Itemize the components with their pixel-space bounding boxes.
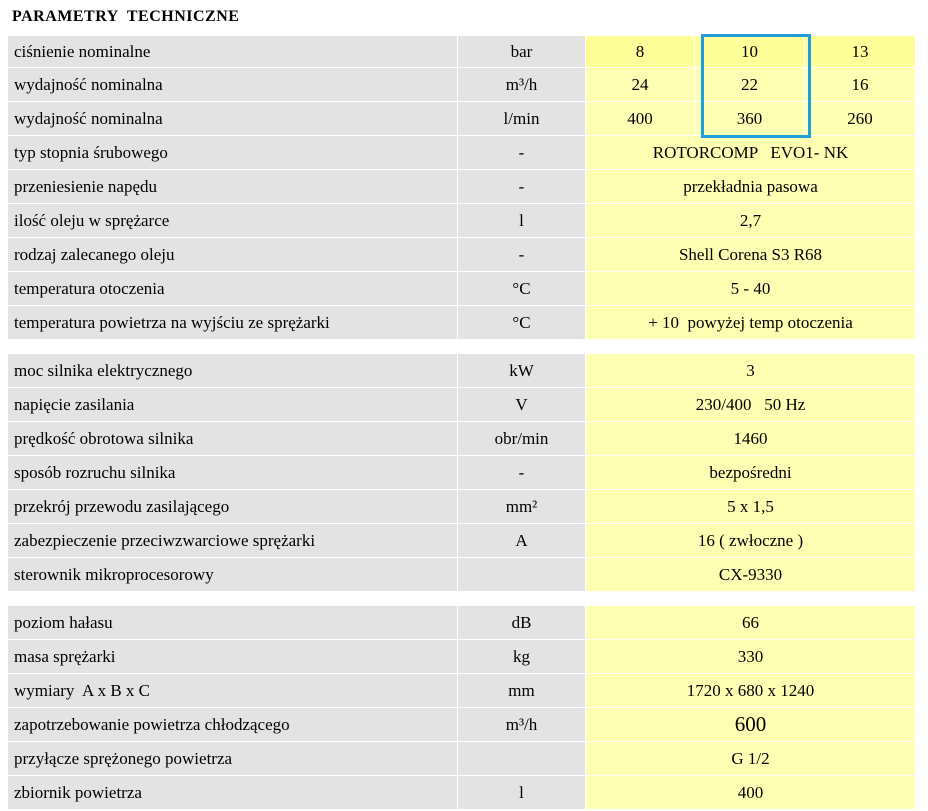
section-divider	[8, 340, 915, 354]
row-value: 230/400 50 Hz	[586, 388, 915, 421]
row-label: moc silnika elektrycznego	[8, 354, 458, 387]
row-label: rodzaj zalecanego oleju	[8, 238, 458, 271]
row-unit: kW	[458, 354, 586, 387]
row-unit: °C	[458, 306, 586, 339]
row-value: G 1/2	[586, 742, 915, 775]
table-row	[8, 422, 915, 456]
table-row	[8, 776, 915, 810]
table-row	[8, 68, 915, 102]
row-unit: -	[458, 456, 586, 489]
row-label: temperatura otoczenia	[8, 272, 458, 305]
row-label: przeniesienie napędu	[8, 170, 458, 203]
table-row	[8, 272, 915, 306]
table-row	[8, 170, 915, 204]
table-row	[8, 354, 915, 388]
row-value: 66	[586, 606, 915, 639]
table-row	[8, 674, 915, 708]
table-row	[8, 524, 915, 558]
row-value: 1460	[586, 422, 915, 455]
row-value: 360	[695, 102, 805, 135]
row-unit: dB	[458, 606, 586, 639]
row-unit: V	[458, 388, 586, 421]
row-value: 13	[805, 36, 915, 67]
table-row	[8, 102, 915, 136]
row-unit: -	[458, 238, 586, 271]
row-unit: l	[458, 204, 586, 237]
row-unit: bar	[458, 36, 586, 67]
table-row	[8, 136, 915, 170]
row-label: typ stopnia śrubowego	[8, 136, 458, 169]
row-unit: m³/h	[458, 68, 586, 101]
row-value: 260	[805, 102, 915, 135]
page-title: PARAMETRY TECHNICZNE	[12, 8, 240, 25]
row-value: 16	[805, 68, 915, 101]
row-value: 600	[586, 708, 915, 741]
row-label: wydajność nominalna	[8, 102, 458, 135]
table-row	[8, 204, 915, 238]
row-unit: -	[458, 136, 586, 169]
row-unit: mm²	[458, 490, 586, 523]
row-unit	[458, 558, 586, 591]
row-label: zabezpieczenie przeciwzwarciowe sprężarki	[8, 524, 458, 557]
row-label: zapotrzebowanie powietrza chłodzącego	[8, 708, 458, 741]
table-row	[8, 558, 915, 592]
row-label: zbiornik powietrza	[8, 776, 458, 809]
row-label: temperatura powietrza na wyjściu ze sprężarki	[8, 306, 458, 339]
row-label: sposób rozruchu silnika	[8, 456, 458, 489]
section-divider	[8, 592, 915, 606]
row-value: CX-9330	[586, 558, 915, 591]
table-row	[8, 606, 915, 640]
row-value: przekładnia pasowa	[586, 170, 915, 203]
row-label: sterownik mikroprocesorowy	[8, 558, 458, 591]
table-row	[8, 36, 915, 68]
row-value: 5 - 40	[586, 272, 915, 305]
row-value: 1720 x 680 x 1240	[586, 674, 915, 707]
row-label: wydajność nominalna	[8, 68, 458, 101]
row-label: wymiary A x B x C	[8, 674, 458, 707]
row-unit: kg	[458, 640, 586, 673]
row-unit: -	[458, 170, 586, 203]
row-label: ciśnienie nominalne	[8, 36, 458, 67]
specs-table	[8, 36, 915, 810]
table-row	[8, 490, 915, 524]
row-unit: m³/h	[458, 708, 586, 741]
row-label: prędkość obrotowa silnika	[8, 422, 458, 455]
row-value: 16 ( zwłoczne )	[586, 524, 915, 557]
row-value: 22	[695, 68, 805, 101]
row-label: przekrój przewodu zasilającego	[8, 490, 458, 523]
table-row	[8, 306, 915, 340]
table-row	[8, 388, 915, 422]
row-unit: A	[458, 524, 586, 557]
row-unit: l/min	[458, 102, 586, 135]
table-row	[8, 742, 915, 776]
row-label: masa sprężarki	[8, 640, 458, 673]
row-label: poziom hałasu	[8, 606, 458, 639]
row-unit: l	[458, 776, 586, 809]
row-value: bezpośredni	[586, 456, 915, 489]
row-value: ROTORCOMP EVO1- NK	[586, 136, 915, 169]
row-value: 24	[586, 68, 695, 101]
row-value: 330	[586, 640, 915, 673]
row-unit: obr/min	[458, 422, 586, 455]
row-value: 8	[586, 36, 695, 67]
row-value: 5 x 1,5	[586, 490, 915, 523]
row-value: 400	[586, 102, 695, 135]
row-value: 400	[586, 776, 915, 809]
table-row	[8, 456, 915, 490]
row-unit: °C	[458, 272, 586, 305]
table-row	[8, 640, 915, 674]
row-value: 10	[695, 36, 805, 67]
row-label: ilość oleju w sprężarce	[8, 204, 458, 237]
row-label: przyłącze sprężonego powietrza	[8, 742, 458, 775]
table-row	[8, 708, 915, 742]
row-value: + 10 powyżej temp otoczenia	[586, 306, 915, 339]
row-unit	[458, 742, 586, 775]
row-value: 3	[586, 354, 915, 387]
row-label: napięcie zasilania	[8, 388, 458, 421]
table-row	[8, 238, 915, 272]
row-unit: mm	[458, 674, 586, 707]
row-value: 2,7	[586, 204, 915, 237]
row-value: Shell Corena S3 R68	[586, 238, 915, 271]
